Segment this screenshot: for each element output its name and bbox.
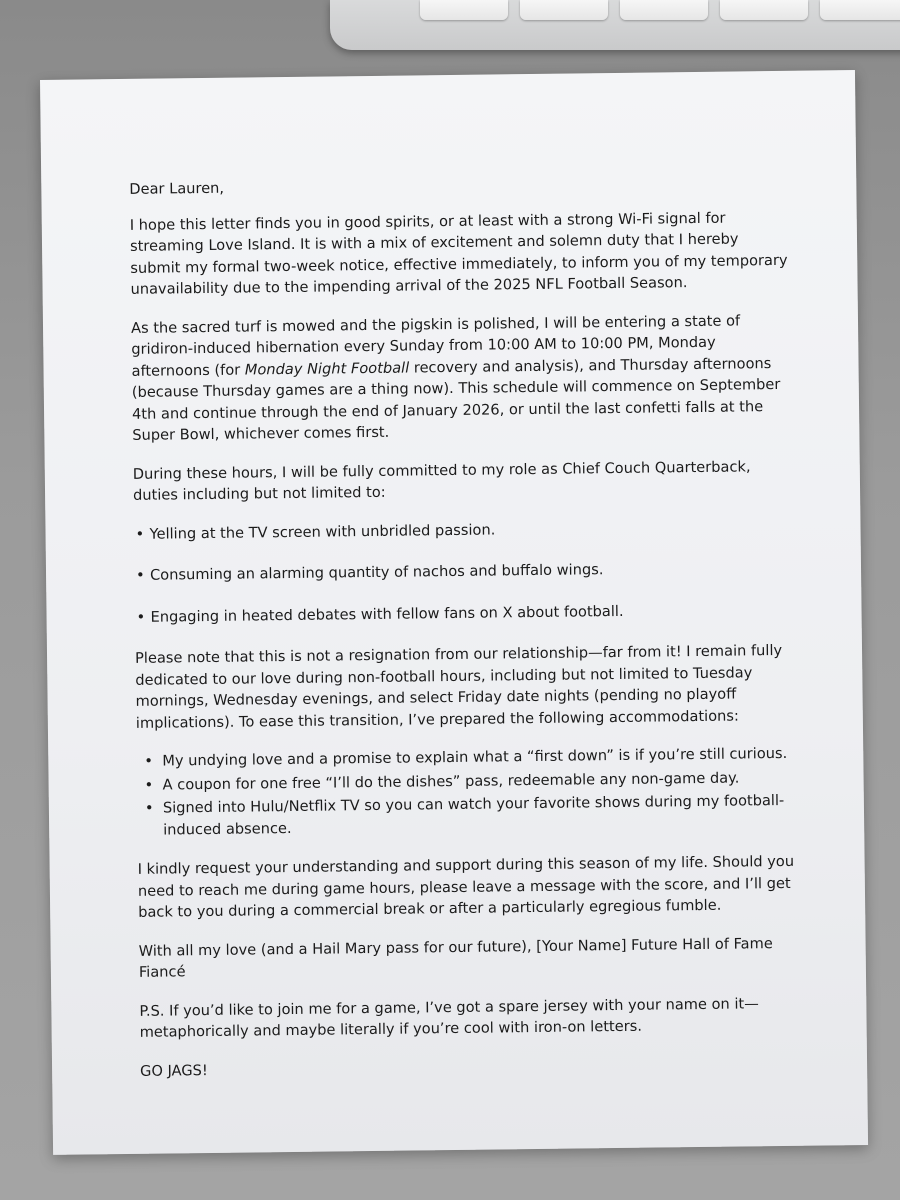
letter-postscript: P.S. If you’d like to join me for a game, I’ve got a spare jersey with your name on it—metaphorically and maybe literally if you’re cool with iron-on letters. (139, 994, 759, 1041)
paragraph-intro: I hope this letter finds you in good spirits, or at least with a strong Wi-Fi signal for streaming Love Island. It is with a mix of excitement and solemn duty that I hereby submit my formal two-week notice, effective immediately, to inform you of my temporary unavailability due to the impending arrival of the 2025 NFL Football Season. (129, 209, 788, 298)
paragraph-schedule (131, 309, 793, 446)
schedule-italic-text: Monday Night Football (244, 359, 410, 379)
keyboard-edge (330, 0, 900, 50)
keyboard-key (820, 0, 900, 20)
letter-signoff: GO JAGS! (140, 1061, 208, 1080)
list-item: • Signed into Hulu/Netflix TV so you can watch your favorite shows during my football-induced absence. (137, 790, 797, 841)
list-item: • Consuming an alarming quantity of nachos and buffalo wings. (134, 557, 794, 587)
schedule-text-a: As the sacred turf is mowed and the pigskin is polished, I will be entering a state of gridiron-induced hibernation every Sunday from 10:00 AM to 10:00 PM, Monday afternoons (for (130, 311, 741, 380)
paragraph-relationship: Please note that this is not a resignation from our relationship—far from it! I remain fully dedicated to our love during non-football hours, including but not limited to Tuesday mornings, Wednesday evenings, and select Friday date nights (pending no playoff implications). To ease this transition, I’ve prepared the following accommodations: (134, 641, 783, 732)
accommodations-list (136, 743, 797, 841)
keyboard-key (420, 0, 508, 20)
keyboard-key (620, 0, 708, 20)
letter-body (129, 171, 800, 1082)
keyboard-key (520, 0, 608, 20)
paragraph-request: I kindly request your understanding and support during this season of my life. Should you need to reach me during game hours, please leave a message with the score, and I’ll get back to you during a commercial break or after a particularly egregious fumble. (137, 852, 795, 921)
list-item: • Engaging in heated debates with fellow fans on X about football. (134, 598, 794, 628)
list-item: • A coupon for one free “I’ll do the dishes” pass, redeemable any non-game day. (136, 766, 796, 796)
list-item: • Yelling at the TV screen with unbridled passion. (133, 515, 793, 545)
keyboard-key (720, 0, 808, 20)
schedule-text-b: recovery and analysis), and Thursday afternoons (because Thursday games are a thing now). This schedule will commence on September 4th and continue through the end of January 2026, or until the last confetti falls at the Super Bowl, whichever comes first. (131, 354, 781, 444)
letter-greeting: Dear Lauren, (129, 179, 225, 198)
letter-closing: With all my love (and a Hail Mary pass for our future), [Your Name] Future Hall of Fame Fiancé (138, 934, 773, 981)
letter-paper (40, 70, 868, 1155)
duties-list (133, 515, 794, 628)
list-item: • My undying love and a promise to explain what a “first down” is if you’re still curious. (136, 743, 796, 773)
paragraph-duties-intro: During these hours, I will be fully committed to my role as Chief Couch Quarterback, duties including but not limited to: (132, 457, 751, 504)
